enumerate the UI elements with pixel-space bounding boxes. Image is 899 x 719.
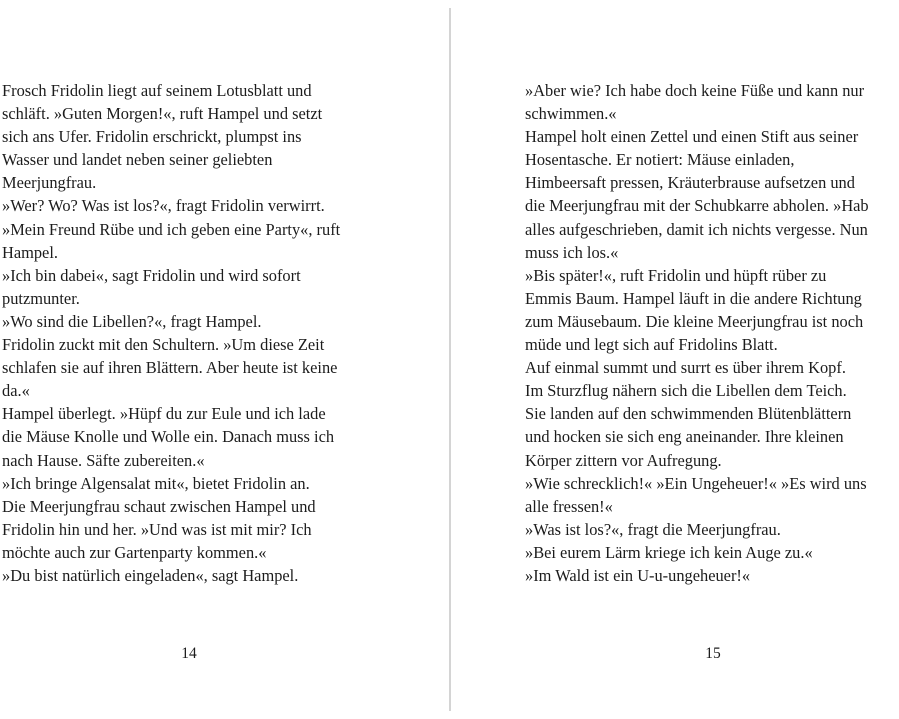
text-line: »Ich bin dabei«, sagt Fridolin und wird sofort [2, 265, 301, 285]
text-line: Meerjungfrau. [2, 173, 97, 193]
text-line: alle fressen!« [525, 496, 613, 516]
text-line: schläft. »Guten Morgen!«, ruft Hampel und setzt [2, 104, 323, 124]
text-line: Hampel. [2, 242, 58, 262]
text-line: Im Sturzflug nähern sich die Libellen dem Teich. [525, 381, 847, 401]
text-line: Die Meerjungfrau schaut zwischen Hampel und [2, 496, 316, 516]
page-number-left: 14 [181, 645, 197, 662]
text-line: »Bis später!«, ruft Fridolin und hüpft rüber zu [525, 265, 827, 285]
text-line: muss ich los.« [525, 242, 619, 262]
left-page-text [2, 79, 340, 587]
text-line: Hampel holt einen Zettel und einen Stift aus seiner [525, 127, 859, 147]
text-line: Emmis Baum. Hampel läuft in die andere Richtung [525, 288, 862, 308]
text-line: putzmunter. [2, 288, 80, 308]
right-page-text [525, 79, 869, 587]
text-line: Fridolin zuckt mit den Schultern. »Um diese Zeit [2, 335, 325, 355]
text-line: »Mein Freund Rübe und ich geben eine Party«, ruft [2, 219, 341, 239]
text-line: möchte auch zur Gartenparty kommen.« [2, 542, 267, 562]
right-page [451, 0, 899, 719]
text-line: müde und legt sich auf Fridolins Blatt. [525, 335, 778, 355]
text-line: Körper zittern vor Aufregung. [525, 450, 722, 470]
text-line: Frosch Fridolin liegt auf seinem Lotusblatt und [2, 81, 312, 100]
text-line: Sie landen auf den schwimmenden Blütenblättern [525, 404, 852, 424]
text-line: »Im Wald ist ein U-u-ungeheuer!« [525, 565, 751, 585]
text-line: »Ich bringe Algensalat mit«, bietet Fridolin an. [2, 473, 310, 493]
text-line: Hampel überlegt. »Hüpf du zur Eule und ich lade [2, 404, 326, 424]
text-line: »Aber wie? Ich habe doch keine Füße und kann nur [525, 81, 865, 100]
text-line: »Wie schrecklich!« »Ein Ungeheuer!« »Es wird uns [525, 473, 867, 493]
text-line: »Wo sind die Libellen?«, fragt Hampel. [2, 311, 262, 331]
text-line: »Du bist natürlich eingeladen«, sagt Hampel. [2, 565, 299, 585]
text-line: alles aufgeschrieben, damit ich nichts vergesse. Nun [525, 219, 868, 239]
text-line: die Meerjungfrau mit der Schubkarre abholen. »Hab [525, 196, 869, 216]
text-line: die Mäuse Knolle und Wolle ein. Danach muss ich [2, 427, 335, 447]
text-line: »Bei eurem Lärm kriege ich kein Auge zu.« [525, 542, 813, 562]
text-line: da.« [2, 381, 30, 401]
text-line: Himbeersaft pressen, Kräuterbrause aufsetzen und [525, 173, 855, 193]
text-line: Hosentasche. Er notiert: Mäuse einladen, [525, 150, 795, 170]
text-line: schlafen sie auf ihren Blättern. Aber heute ist keine [2, 358, 338, 378]
text-line: Fridolin hin und her. »Und was ist mit mir? Ich [2, 519, 312, 539]
text-line: Auf einmal summt und surrt es über ihrem Kopf. [525, 358, 846, 378]
text-line: »Was ist los?«, fragt die Meerjungfrau. [525, 519, 781, 539]
text-line: schwimmen.« [525, 104, 617, 124]
text-line: Wasser und landet neben seiner geliebten [2, 150, 273, 170]
text-line: sich ans Ufer. Fridolin erschrickt, plumpst ins [2, 127, 302, 147]
text-line: und hocken sie sich eng aneinander. Ihre kleinen [525, 427, 844, 447]
text-line: nach Hause. Säfte zubereiten.« [2, 450, 205, 470]
text-line: »Wer? Wo? Was ist los?«, fragt Fridolin verwirrt. [2, 196, 325, 216]
page-number-right: 15 [705, 645, 721, 662]
text-line: zum Mäusebaum. Die kleine Meerjungfrau ist noch [525, 311, 864, 331]
